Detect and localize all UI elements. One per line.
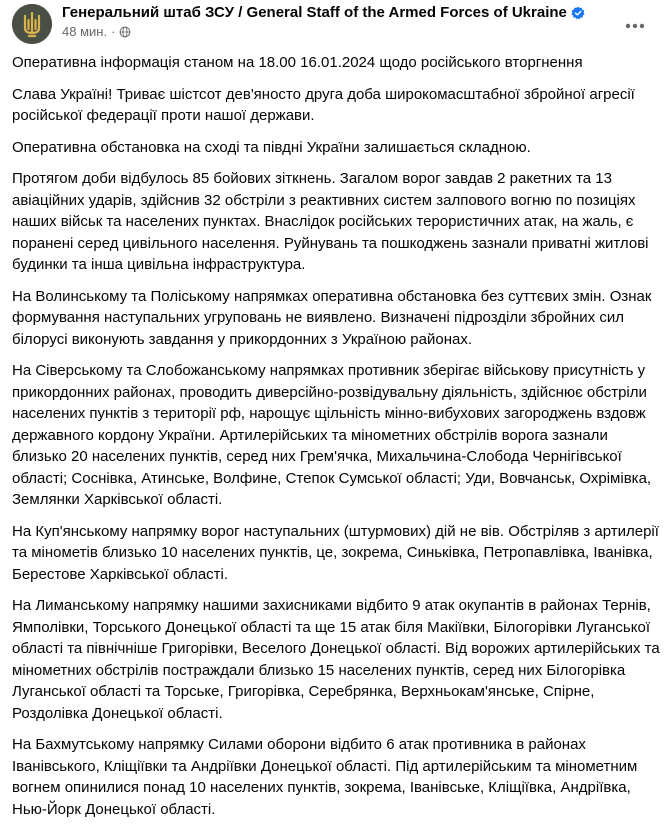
more-options-button[interactable] <box>617 8 653 44</box>
page-avatar[interactable] <box>12 4 52 44</box>
post-paragraph: Оперативна обстановка на сході та півдні України залишається складною. <box>12 138 531 156</box>
more-options-icon <box>625 23 645 29</box>
post-time[interactable]: 48 мин. <box>62 24 108 39</box>
page-author[interactable] <box>62 3 585 22</box>
post-paragraph: На Куп'янському напрямку ворог наступальних (штурмових) дій не вів. Обстріляв з артилерії та мінометів близько 10 населених пунктів, це, зокрема, Синьківка, Петропавлівка, Іванівка, Берестове Харківської області. <box>12 522 659 583</box>
post-paragraph: На Бахмутському напрямку Силами оборони відбито 6 атак противника в районах Іванівського, Кліщіївки та Андріївки Донецької області. Під артилерійським та мінометним вогнем опинилися понад 10 населених пунктів, зокрема, Іванівське, Кліщіївка, Андріївка, Нью-Йорк Донецької області. <box>12 736 638 818</box>
trident-emblem-icon <box>12 4 52 44</box>
verified-badge-icon <box>571 6 585 20</box>
post-text <box>12 52 660 830</box>
post-paragraph: Протягом доби відбулось 85 бойових зіткнень. Загалом ворог завдав 2 ракетних та 13 авіаційних ударів, здійснив 32 обстріли з реактивних систем залпового вогню по позиціях наших військ та населених пунктах. Внаслідок російських терористичних атак, на жаль, є поранені серед цивільного населення. Руйнувань та пошкоджень зазнали приватні житлові будинки та інша цивільна інфраструктура. <box>12 170 649 273</box>
post-paragraph: Слава Україні! Триває шістсот дев'яносто друга доба широкомасштабної збройної агресії російської федерації проти нашої держави. <box>12 85 635 124</box>
post-paragraph: На Сіверському та Слобожанському напрямках противник зберігає військову присутність у прикордонних районах, проводить диверсійно-розвідувальну діяльність, здійснює обстріли населених пунктів з території рф, нарощує щільність мінно-вибухових загороджень вздовж державного кордону України. Артилерійських та мінометних обстрілів ворога зазнали близько 20 населених пунктів, серед них Грем'ячка, Михальчина-Слобода Чернігівської області; Соснівка, Атинське, Волфине, Степок Сумської області; Уди, Вовчанськ, Охрімівка, Землянки Харківської області. <box>12 362 652 508</box>
post-paragraph: На Лиманському напрямку нашими захисниками відбито 9 атак окупантів в районах Тернів, Ямполівки, Торського Донецької області та ще 15 атак біля Макіївки, Білогорівки Луганської області та північніше Григорівки, Веселого Донецької області. Від ворожих артилерійських та мінометних обстрілів постраждали близько 15 населених пунктів, серед них Білогорівка Луганської області та Торське, Григорівка, Серебрянка, Верхньокам'янське, Спірне, Роздолівка Донецької області. <box>12 597 660 722</box>
post-paragraph: На Волинському та Поліському напрямках оперативна обстановка без суттєвих змін. Ознак формування наступальних угруповань не виявлено. Визначені підрозділи збройних сил білорусі виконують завдання у прикордонних з Україною районах. <box>12 287 652 348</box>
post-header <box>0 0 667 52</box>
post-paragraph: Оперативна інформація станом на 18.00 16.01.2024 щодо російського вторгнення <box>12 54 583 71</box>
globe-icon <box>119 26 131 38</box>
post-meta <box>62 24 131 40</box>
meta-separator: · <box>111 24 116 39</box>
author-name[interactable]: Генеральний штаб ЗСУ / General Staff of the Armed Forces of Ukraine <box>62 4 567 21</box>
